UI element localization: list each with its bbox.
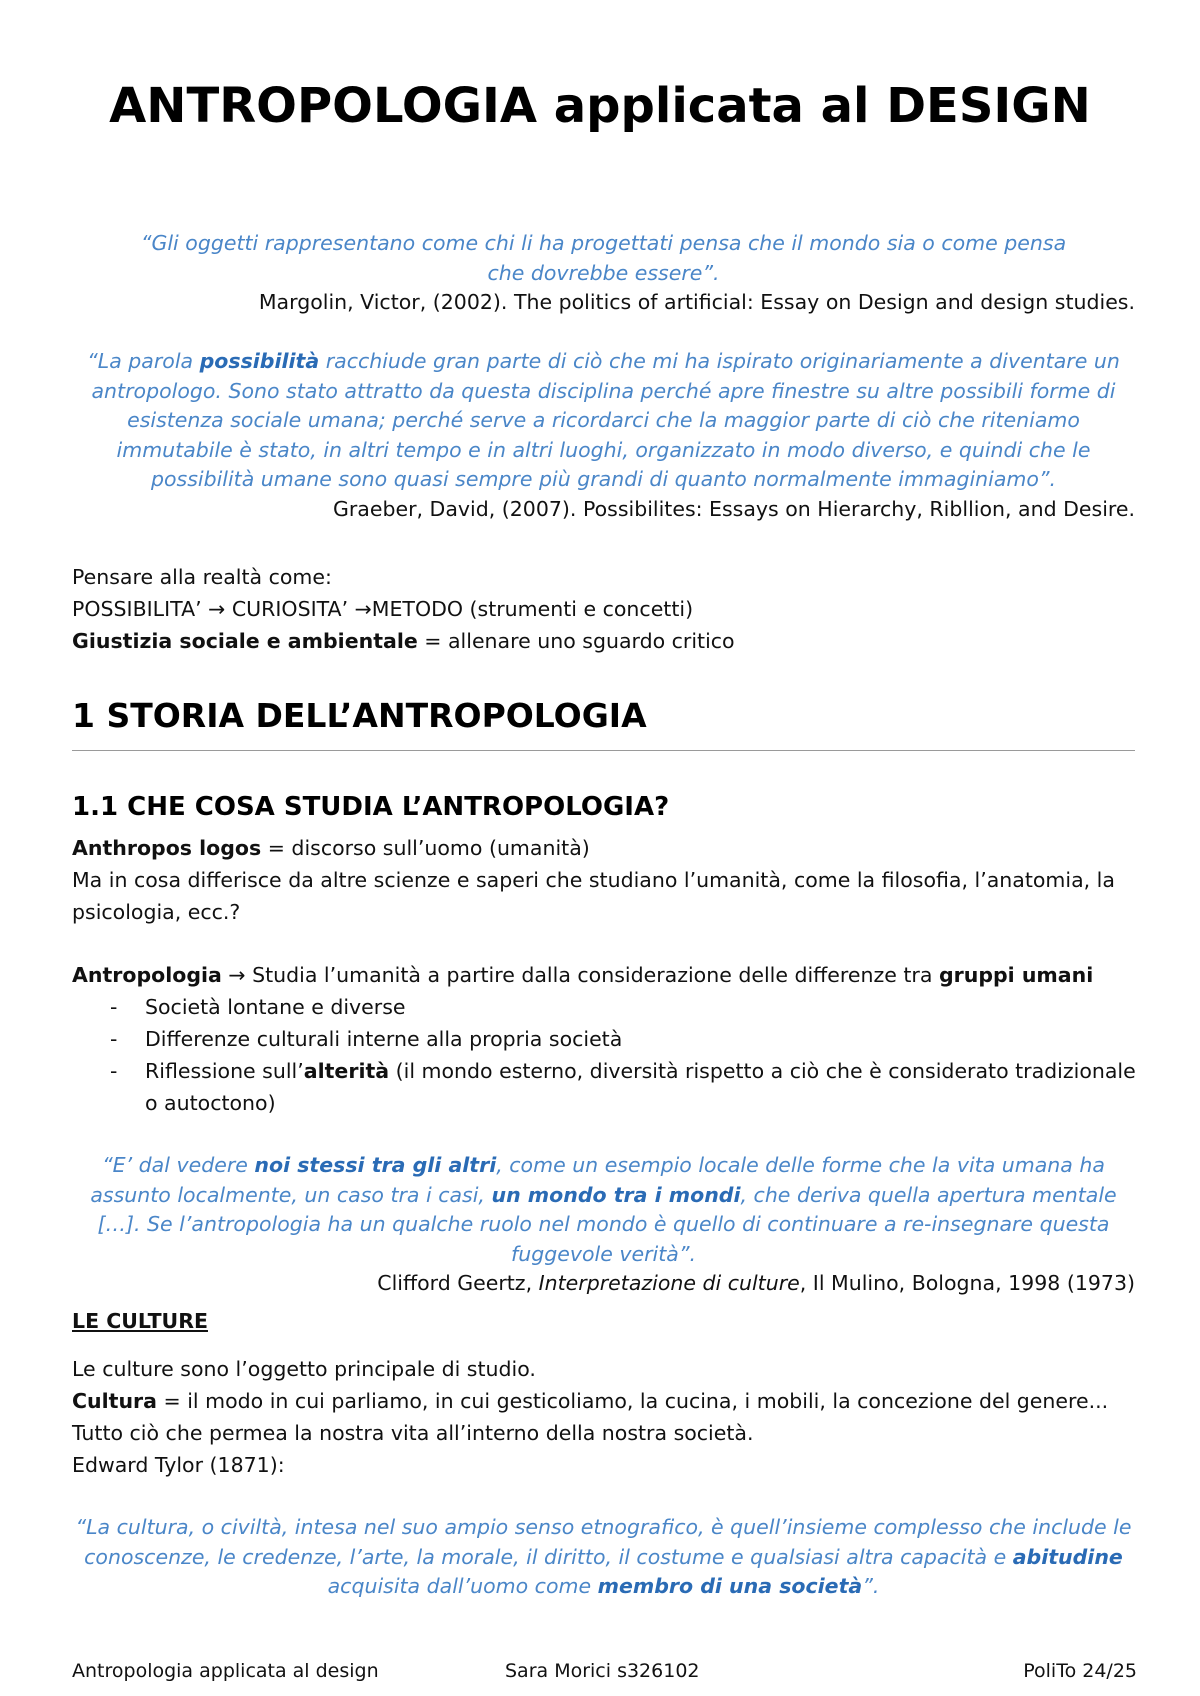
list-item: - Riflessione sull’alterità (il mondo esterno, diversità rispetto a ciò che è considerato tradizionale o autoctono) [72, 1055, 1142, 1119]
quote-text: “Gli oggetti rappresentano come chi li ha progettati pensa che il mondo sia o come pensa che dovrebbe essere”. [140, 231, 1067, 285]
quote-margolin [72, 229, 1135, 318]
culture-line: Le culture sono l’oggetto principale di studio. [72, 1357, 536, 1381]
question-paragraph: Ma in cosa differisce da altre scienze e saperi che studiano l’umanità, come la filosofia, l’anatomia, la psicologia, ecc.? [72, 868, 1115, 924]
quote-citation: Clifford Geertz, Interpretazione di culture, Il Mulino, Bologna, 1998 (1973) [377, 1271, 1135, 1295]
intro-block [72, 561, 1142, 657]
dash-bullet: - [110, 1059, 118, 1083]
intro-line: POSSIBILITA’ → CURIOSITA’ →METODO (strumenti e concetti) [72, 597, 694, 621]
quote-text: “La cultura, o civiltà, intesa nel suo ampio senso etnografico, è quell’insieme complesso che include le conoscenze, le credenze, l’arte, la morale, il diritto, il costume e qualsiasi altra capacità e abitudine acquisita dall’uomo come membro di una società”. [75, 1515, 1132, 1598]
quote-citation: Graeber, David, (2007). Possibilites: Essays on Hierarchy, Ribllion, and Desire. [332, 496, 1135, 521]
footer-right: PoliTo 24/25 [1023, 1660, 1137, 1682]
culture-block [72, 1353, 1142, 1481]
antropologia-line: Antropologia → Studia l’umanità a partire dalla considerazione delle differenze tra gruppi umani [72, 963, 1094, 987]
intro-line: Giustizia sociale e ambientale = allenare uno sguardo critico [72, 629, 735, 653]
section-label-culture: LE CULTURE [72, 1309, 208, 1333]
quote-tylor [72, 1513, 1135, 1602]
culture-line: Cultura = il modo in cui parliamo, in cui gesticoliamo, la cucina, i mobili, la concezione del genere... [72, 1389, 1109, 1413]
definition-block [72, 832, 1142, 928]
section-divider [72, 750, 1135, 751]
list-item: - Società lontane e diverse [72, 991, 1142, 1023]
quote-text: “La parola possibilità racchiude gran parte di ciò che mi ha ispirato originariamente a diventare un antropologo. Sono stato attratto da questa disciplina perché apre finestre su altre possibili forme di esistenza sociale umana; perché serve a ricordarci che la maggior parte di ciò che riteniamo immutabile è stato, in altri tempo e in altri luoghi, organizzato in modo diverso, e quindi che le possibilità umane sono quasi sempre più grandi di quanto normalmente immaginiamo”. [87, 349, 1120, 491]
dash-bullet: - [110, 995, 118, 1019]
section-heading: 1 STORIA DELL’ANTROPOLOGIA [72, 696, 647, 735]
quote-text: “E’ dal vedere noi stessi tra gli altri, come un esempio locale delle forme che la vita umana ha assunto localmente, un caso tra i casi, un mondo tra i mondi, che deriva quella apertura mentale […]. Se l’antropologia ha un qualche ruolo nel mondo è quello di continuare a re-insegnare questa fuggevole verità”. [90, 1153, 1117, 1266]
footer-center: Sara Morici s326102 [505, 1660, 700, 1682]
quote-geertz [72, 1151, 1135, 1299]
footer-left: Antropologia applicata al design [72, 1660, 379, 1682]
quote-graeber [72, 347, 1135, 524]
quote-emphasis: possibilità [199, 349, 320, 373]
bullet-list [72, 991, 1142, 1119]
culture-line: Tutto ciò che permea la nostra vita all’interno della nostra società. [72, 1421, 754, 1445]
intro-line: Pensare alla realtà come: [72, 565, 332, 589]
quote-citation: Margolin, Victor, (2002). The politics of artificial: Essay on Design and design studies. [258, 290, 1135, 314]
subsection-heading: 1.1 CHE COSA STUDIA L’ANTROPOLOGIA? [72, 792, 670, 822]
list-item: - Differenze culturali interne alla propria società [72, 1023, 1142, 1055]
page-title: ANTROPOLOGIA applicata al DESIGN [109, 78, 1091, 134]
culture-line: Edward Tylor (1871): [72, 1453, 285, 1477]
dash-bullet: - [110, 1027, 118, 1051]
definition-line: Anthropos logos = discorso sull’uomo (umanità) [72, 836, 590, 860]
